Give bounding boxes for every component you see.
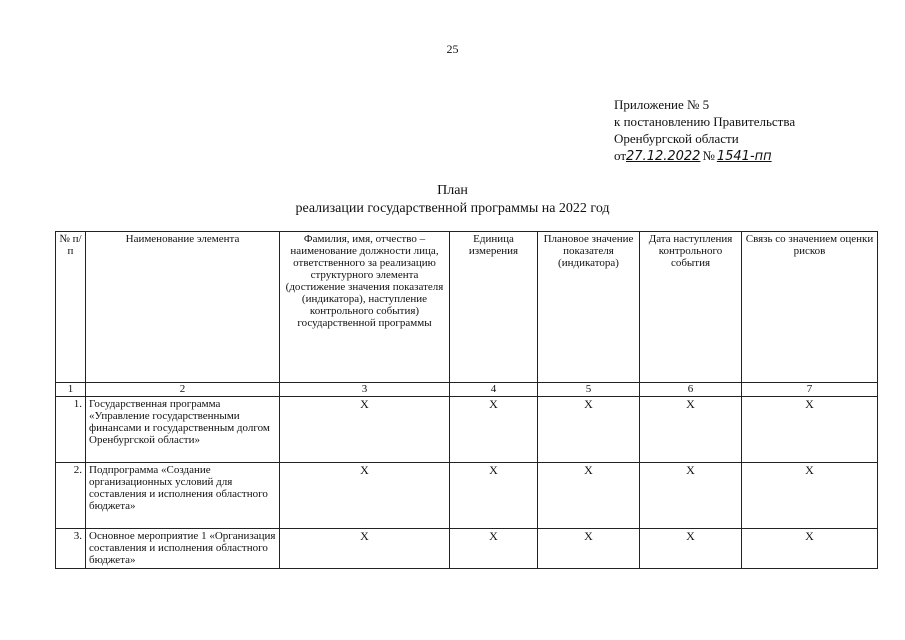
table-header-row xyxy=(56,232,878,383)
appendix-block xyxy=(614,96,795,165)
plan-table xyxy=(55,231,878,569)
row-number: 2. xyxy=(56,463,86,529)
cell-unit: Х xyxy=(450,529,538,569)
document-title xyxy=(0,182,905,218)
handwritten-date: 27.12.2022 xyxy=(626,149,701,164)
title-line-1: План xyxy=(437,183,468,198)
header-event-date: Дата наступления контрольного события xyxy=(640,232,742,383)
cell-planned-value: Х xyxy=(538,463,640,529)
column-number: 3 xyxy=(280,383,450,397)
cell-responsible: Х xyxy=(280,397,450,463)
header-risk-link: Связь со значением оценки рисков xyxy=(742,232,878,383)
appendix-line-2: к постановлению Правительства xyxy=(614,114,796,129)
cell-unit: Х xyxy=(450,397,538,463)
cell-responsible: Х xyxy=(280,463,450,529)
header-number: № п/п xyxy=(56,232,86,383)
column-number: 7 xyxy=(742,383,878,397)
cell-event-date: Х xyxy=(640,463,742,529)
cell-event-date: Х xyxy=(640,529,742,569)
row-element-name: Государственная программа «Управление государственными финансами и государственным долгом Оренбургской области» xyxy=(86,397,280,463)
column-number-row xyxy=(56,383,878,397)
row-element-name: Подпрограмма «Создание организационных условий для составления и исполнения областного бюджета» xyxy=(86,463,280,529)
cell-risk-link: Х xyxy=(742,397,878,463)
cell-planned-value: Х xyxy=(538,529,640,569)
column-number: 5 xyxy=(538,383,640,397)
header-unit: Единица измерения xyxy=(450,232,538,383)
cell-planned-value: Х xyxy=(538,397,640,463)
number-sign: № xyxy=(702,148,715,163)
table-row xyxy=(56,397,878,463)
column-number: 2 xyxy=(86,383,280,397)
row-element-name: Основное мероприятие 1 «Организация составления и исполнения областного бюджета» xyxy=(86,529,280,569)
handwritten-number: 1541-пп xyxy=(716,149,772,164)
cell-responsible: Х xyxy=(280,529,450,569)
table-row xyxy=(56,529,878,569)
appendix-line-3: Оренбургской области xyxy=(614,131,739,146)
page-number: 25 xyxy=(446,42,459,56)
cell-risk-link: Х xyxy=(742,463,878,529)
appendix-date-line xyxy=(614,147,795,165)
column-number: 4 xyxy=(450,383,538,397)
row-number: 3. xyxy=(56,529,86,569)
column-number: 1 xyxy=(56,383,86,397)
date-prefix: от xyxy=(614,148,627,163)
title-line-2: реализации государственной программы на 2022 год xyxy=(295,201,610,216)
cell-event-date: Х xyxy=(640,397,742,463)
cell-risk-link: Х xyxy=(742,529,878,569)
column-number: 6 xyxy=(640,383,742,397)
header-planned-value: Плановое значение показателя (индикатора) xyxy=(538,232,640,383)
row-number: 1. xyxy=(56,397,86,463)
header-element-name: Наименование элемента xyxy=(86,232,280,383)
header-responsible: Фамилия, имя, отчество – наименование должности лица, ответственного за реализацию структурного элемента (достижение значения показателя (индикатора), наступление контрольного события) государственной программы xyxy=(280,232,450,383)
cell-unit: Х xyxy=(450,463,538,529)
table-row xyxy=(56,463,878,529)
appendix-line-1: Приложение № 5 xyxy=(614,97,710,112)
